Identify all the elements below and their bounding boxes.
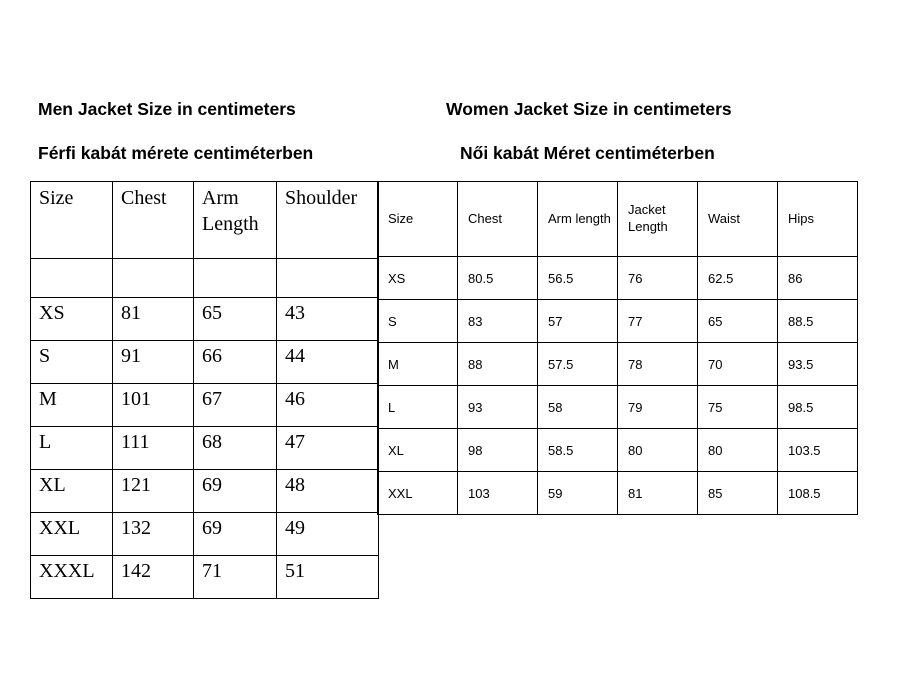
table-row <box>378 343 858 386</box>
women-table-title-hungarian: Női kabát Méret centiméterben <box>460 143 715 163</box>
table-cell: 44 <box>277 341 379 384</box>
table-row <box>31 427 379 470</box>
table-row <box>31 384 379 427</box>
table-cell: 67 <box>194 384 277 427</box>
table-cell: 88 <box>458 343 538 386</box>
table-cell: 121 <box>113 470 194 513</box>
column-header-chest: Chest <box>113 182 194 259</box>
table-cell: 75 <box>698 386 778 429</box>
table-row <box>378 300 858 343</box>
table-cell: 142 <box>113 556 194 599</box>
table-cell: 81 <box>113 298 194 341</box>
men-table-title-english: Men Jacket Size in centimeters <box>38 99 296 119</box>
table-cell: 48 <box>277 470 379 513</box>
table-cell <box>31 259 113 298</box>
table-cell: 98 <box>458 429 538 472</box>
table-cell: 56.5 <box>538 257 618 300</box>
table-row <box>378 257 858 300</box>
table-cell: 69 <box>194 513 277 556</box>
table-row <box>31 259 379 298</box>
table-cell: 47 <box>277 427 379 470</box>
table-cell: S <box>31 341 113 384</box>
table-cell: 62.5 <box>698 257 778 300</box>
table-cell: 57.5 <box>538 343 618 386</box>
table-cell: 81 <box>618 472 698 515</box>
column-header-arm-length: Arm length <box>538 182 618 257</box>
column-header-waist: Waist <box>698 182 778 257</box>
column-header-chest: Chest <box>458 182 538 257</box>
table-cell: 70 <box>698 343 778 386</box>
table-cell: 86 <box>778 257 858 300</box>
column-header-size: Size <box>378 182 458 257</box>
table-cell: 88.5 <box>778 300 858 343</box>
table-cell: 80 <box>618 429 698 472</box>
table-cell: 69 <box>194 470 277 513</box>
table-cell: 132 <box>113 513 194 556</box>
table-cell: 80.5 <box>458 257 538 300</box>
column-header-arm-length: Arm Length <box>194 182 277 259</box>
table-cell <box>113 259 194 298</box>
table-cell: 65 <box>698 300 778 343</box>
table-cell: 66 <box>194 341 277 384</box>
men-table-title-hungarian: Férfi kabát mérete centiméterben <box>38 143 314 163</box>
table-cell: M <box>378 343 458 386</box>
table-cell: XL <box>31 470 113 513</box>
table-cell: 43 <box>277 298 379 341</box>
table-cell: 93.5 <box>778 343 858 386</box>
table-cell: M <box>31 384 113 427</box>
table-header-row <box>31 182 379 259</box>
table-cell: 83 <box>458 300 538 343</box>
table-cell: 76 <box>618 257 698 300</box>
table-cell: 108.5 <box>778 472 858 515</box>
table-cell: XXL <box>31 513 113 556</box>
table-header-row <box>378 182 858 257</box>
table-row <box>378 429 858 472</box>
table-cell: 57 <box>538 300 618 343</box>
table-cell <box>277 259 379 298</box>
table-cell: 58.5 <box>538 429 618 472</box>
table-cell: 71 <box>194 556 277 599</box>
table-cell: 91 <box>113 341 194 384</box>
table-cell: 101 <box>113 384 194 427</box>
table-cell: 49 <box>277 513 379 556</box>
table-cell: 80 <box>698 429 778 472</box>
table-cell: 98.5 <box>778 386 858 429</box>
column-header-hips: Hips <box>778 182 858 257</box>
table-cell: L <box>31 427 113 470</box>
table-row <box>31 341 379 384</box>
table-cell: 77 <box>618 300 698 343</box>
table-cell <box>194 259 277 298</box>
table-cell: 59 <box>538 472 618 515</box>
table-cell: 103.5 <box>778 429 858 472</box>
table-row <box>31 556 379 599</box>
men-jacket-size-table <box>30 181 379 599</box>
table-cell: XS <box>31 298 113 341</box>
table-cell: XL <box>378 429 458 472</box>
table-cell: 78 <box>618 343 698 386</box>
column-header-shoulder: Shoulder <box>277 182 379 259</box>
table-cell: 85 <box>698 472 778 515</box>
table-cell: XXXL <box>31 556 113 599</box>
table-cell: 58 <box>538 386 618 429</box>
table-cell: 46 <box>277 384 379 427</box>
women-table-title-english: Women Jacket Size in centimeters <box>446 99 732 119</box>
table-row <box>31 298 379 341</box>
table-row <box>31 513 379 556</box>
table-cell: 111 <box>113 427 194 470</box>
table-cell: 65 <box>194 298 277 341</box>
table-cell: S <box>378 300 458 343</box>
table-row <box>378 472 858 515</box>
column-header-jacket-length: Jacket Length <box>618 182 698 257</box>
table-cell: 79 <box>618 386 698 429</box>
table-row <box>378 386 858 429</box>
table-cell: 68 <box>194 427 277 470</box>
column-header-size: Size <box>31 182 113 259</box>
table-cell: XXL <box>378 472 458 515</box>
women-jacket-size-table <box>377 181 858 515</box>
table-cell: 93 <box>458 386 538 429</box>
table-cell: L <box>378 386 458 429</box>
table-cell: 51 <box>277 556 379 599</box>
table-cell: 103 <box>458 472 538 515</box>
table-cell: XS <box>378 257 458 300</box>
table-row <box>31 470 379 513</box>
